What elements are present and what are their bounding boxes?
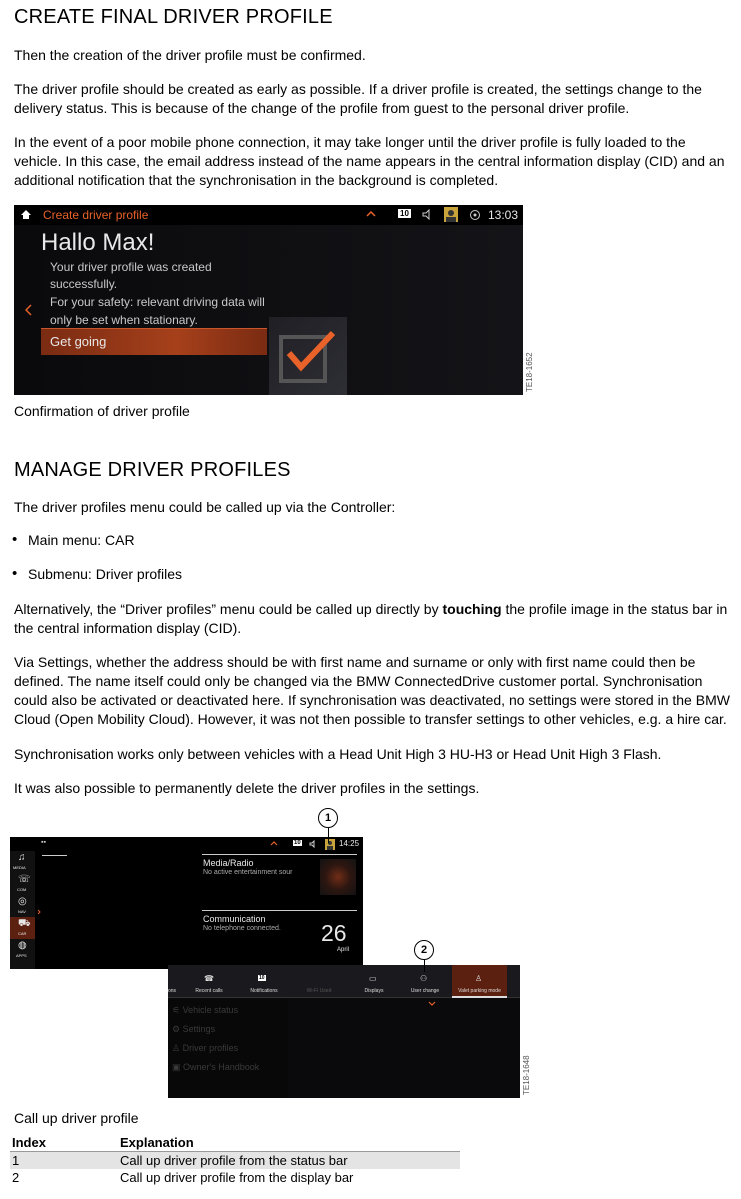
paragraph: In the event of a poor mobile phone connection, it may take longer until the driver profile is fully loaded to the vehicle. In this case, the email address instead of the name appears in the central information display (CID) and an additional notification that the synchronisation in the background is completed. — [14, 134, 725, 188]
widget-subtitle: No active entertainment sour — [203, 869, 293, 876]
bullet-item: • Submenu: Driver profiles — [14, 566, 182, 582]
table-cell: Call up driver profile from the status bar — [120, 1153, 348, 1168]
tab-displays[interactable]: ▭ Displays — [364, 974, 384, 994]
figure-tag: TE18-1652 — [525, 352, 534, 392]
table-header: Index — [12, 1135, 46, 1150]
tab-wifi[interactable]: Wi-Fi Used — [306, 988, 332, 994]
paragraph: Synchronisation works only between vehicles with a Head Unit High 3 HU-H3 or Head Unit High 3 Flash. — [14, 746, 662, 762]
phone-icon: ☏ — [18, 874, 31, 885]
tab-notifications[interactable]: 10 Notifications — [250, 975, 278, 994]
figure-caption: Call up driver profile — [14, 1110, 139, 1126]
table-cell: Call up driver profile from the display bar — [120, 1170, 354, 1185]
chevron-up-icon[interactable] — [270, 841, 278, 846]
profile-image-icon[interactable] — [444, 207, 458, 222]
car-icon: ⛟ — [18, 918, 31, 929]
checkmark-icon — [279, 327, 337, 385]
display-icon: ▭ — [369, 974, 377, 983]
checkmark-tile — [269, 317, 347, 395]
globe-icon: ◍ — [18, 940, 27, 951]
screen-title: Create driver profile — [43, 208, 149, 222]
section-heading-manage: MANAGE DRIVER PROFILES — [14, 459, 291, 481]
nav-apps[interactable]: ◍ APPS — [16, 940, 27, 958]
screenshot-main-display — [10, 837, 363, 969]
table-row — [10, 1152, 460, 1170]
chevron-down-icon[interactable] — [428, 1001, 436, 1006]
tab-valet-parking[interactable]: ♙ Valet parking mode — [452, 965, 507, 997]
clock: 13:03 — [488, 208, 519, 222]
table-cell: 1 — [12, 1153, 20, 1168]
menu-item-owners-handbook[interactable]: ▣ Owner's Handbook — [172, 1062, 260, 1072]
connectivity-icon — [469, 209, 481, 221]
nav-media[interactable]: ♫ MEDIA — [13, 852, 26, 870]
nav-car[interactable]: ⛟ CAR — [10, 917, 35, 939]
table-cell: 2 — [12, 1170, 20, 1185]
message-line: Your driver profile was created — [50, 260, 212, 274]
table-header: Explanation — [120, 1135, 194, 1150]
home-icon[interactable] — [20, 209, 32, 220]
speaker-icon[interactable] — [309, 840, 317, 848]
car-menu — [168, 999, 288, 1098]
bullet-item: • Main menu: CAR — [14, 532, 135, 548]
tab-recent-calls[interactable]: ☎ Recent calls — [195, 974, 223, 994]
section-heading-create: CREATE FINAL DRIVER PROFILE — [14, 6, 333, 28]
table-header-row — [10, 1134, 460, 1152]
greeting: Hallo Max! — [41, 229, 155, 256]
music-icon: ♫ — [18, 852, 26, 863]
message-line: only be set when stationary. — [50, 313, 198, 327]
tab-partial[interactable]: ons — [168, 988, 177, 994]
figure-tag: TE18-1648 — [522, 1055, 531, 1095]
widget-title: Media/Radio — [203, 858, 254, 868]
user-change-icon: ⚇ — [420, 974, 428, 983]
person-icon: ♙ — [475, 974, 483, 983]
paragraph: Then the creation of the driver profile must be confirmed. — [14, 47, 366, 63]
get-going-button[interactable] — [41, 328, 267, 355]
notification-badge[interactable]: 10 — [294, 840, 301, 846]
paragraph: Via Settings, whether the address should be with first name and surname or only with first name could then be defined. The name itself could only be changed via the BMW ConnectedDrive customer portal. Synchronisation could also be activated or deactivated here. If synchronisation was deactivated, no settings were stored in the BMW Cloud (Open Mobility Cloud). However, it was not then possible to transfer settings to other vehicles, e.g. a hire car. — [14, 654, 730, 727]
callout-1: 1 — [318, 808, 338, 828]
button-label: Get going — [50, 334, 107, 349]
figure-caption: Confirmation of driver profile — [14, 403, 190, 419]
nav-nav[interactable]: ◎ NAV — [18, 896, 27, 914]
screenshot-confirmation — [14, 205, 523, 395]
screenshot-display-bar — [168, 965, 520, 1098]
notification-badge[interactable]: 10 — [400, 209, 409, 218]
paragraph: The driver profiles menu could be called up via the Controller: — [14, 499, 396, 515]
communication-widget[interactable] — [202, 911, 357, 969]
chevron-up-icon[interactable] — [366, 211, 376, 217]
compass-icon: ◎ — [18, 896, 27, 907]
speaker-icon[interactable] — [422, 209, 433, 220]
date-day: 26 — [321, 920, 347, 946]
menu-icon[interactable]: ▪▪ — [41, 839, 46, 846]
chevron-right-icon[interactable] — [37, 909, 41, 915]
clock: 14:25 — [339, 839, 360, 848]
index-table — [10, 1134, 460, 1186]
paragraph: Alternatively, the “Driver profiles” menu could be called up directly by touching the profile image in the status bar in the central information display (CID). — [14, 601, 728, 636]
status-bar — [10, 837, 363, 851]
date-month: April — [337, 947, 350, 953]
callout-2: 2 — [414, 940, 434, 960]
status-bar — [14, 205, 523, 225]
phone-list-icon: ☎ — [204, 974, 214, 983]
menu-item-vehicle-status[interactable]: ⚟ Vehicle status — [172, 1005, 239, 1015]
menu-item-driver-profiles[interactable]: ♙ Driver profiles — [172, 1043, 239, 1053]
profile-image-icon[interactable] — [325, 839, 335, 850]
message-line: successfully. — [50, 277, 118, 291]
paragraph: It was also possible to permanently delete the driver profiles in the settings. — [14, 780, 480, 796]
tab-user-change[interactable]: ⚇ User change — [410, 974, 440, 994]
message-line: For your safety: relevant driving data will — [50, 295, 265, 309]
nav-com[interactable]: ☏ COM — [17, 874, 31, 892]
table-row — [10, 1169, 460, 1186]
equalizer-graphic — [320, 859, 356, 895]
widget-title: Communication — [203, 914, 266, 924]
menu-item-settings[interactable]: ⚙ Settings — [172, 1024, 216, 1034]
chevron-left-icon[interactable] — [25, 304, 32, 316]
widget-subtitle: No telephone connected. — [203, 925, 281, 932]
paragraph: The driver profile should be created as early as possible. If a driver profile is created, the settings change to the delivery status. This is because of the change of the profile from guest to the personal driver profile. — [14, 81, 702, 116]
media-widget[interactable] — [202, 855, 357, 910]
side-nav — [10, 851, 35, 969]
